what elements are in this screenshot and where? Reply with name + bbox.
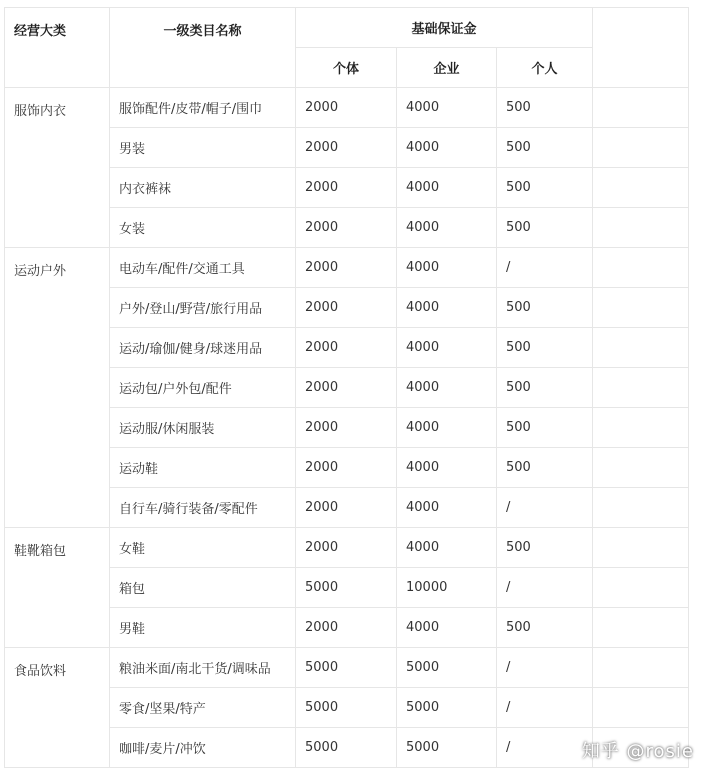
empty-cell — [593, 208, 689, 248]
individual-business-cell: 2000 — [296, 608, 397, 648]
personal-cell: 500 — [497, 88, 593, 128]
personal-cell: / — [497, 648, 593, 688]
header-empty-cell — [593, 8, 689, 88]
empty-cell — [593, 408, 689, 448]
empty-cell — [593, 88, 689, 128]
enterprise-cell: 4000 — [397, 488, 497, 528]
header-deposit: 基础保证金 — [296, 8, 593, 48]
deposit-table — [4, 7, 689, 768]
empty-cell — [593, 328, 689, 368]
enterprise-cell: 5000 — [397, 648, 497, 688]
individual-business-cell: 2000 — [296, 528, 397, 568]
empty-cell — [593, 448, 689, 488]
category-cell: 食品饮料 — [5, 648, 110, 768]
table-row — [5, 528, 689, 568]
empty-cell — [593, 568, 689, 608]
personal-cell: 500 — [497, 528, 593, 568]
subcategory-cell: 零食/坚果/特产 — [110, 688, 296, 728]
enterprise-cell: 4000 — [397, 248, 497, 288]
enterprise-cell: 4000 — [397, 408, 497, 448]
individual-business-cell: 2000 — [296, 88, 397, 128]
personal-cell: 500 — [497, 448, 593, 488]
personal-cell: 500 — [497, 168, 593, 208]
subcategory-cell: 运动服/休闲服装 — [110, 408, 296, 448]
individual-business-cell: 2000 — [296, 328, 397, 368]
individual-business-cell: 5000 — [296, 648, 397, 688]
header-row-1 — [5, 8, 689, 48]
subcategory-cell: 服饰配件/皮带/帽子/围巾 — [110, 88, 296, 128]
individual-business-cell: 2000 — [296, 288, 397, 328]
category-cell: 运动户外 — [5, 248, 110, 528]
enterprise-cell: 4000 — [397, 368, 497, 408]
enterprise-cell: 4000 — [397, 288, 497, 328]
empty-cell — [593, 608, 689, 648]
individual-business-cell: 2000 — [296, 128, 397, 168]
empty-cell — [593, 688, 689, 728]
enterprise-cell: 4000 — [397, 328, 497, 368]
table-row — [5, 648, 689, 688]
subcategory-cell: 自行车/骑行装备/零配件 — [110, 488, 296, 528]
subcategory-cell: 电动车/配件/交通工具 — [110, 248, 296, 288]
category-cell: 服饰内衣 — [5, 88, 110, 248]
personal-cell: 500 — [497, 208, 593, 248]
personal-cell: 500 — [497, 608, 593, 648]
personal-cell: / — [497, 728, 593, 768]
header-category: 经营大类 — [5, 8, 110, 88]
table-body — [5, 88, 689, 768]
personal-cell: / — [497, 248, 593, 288]
individual-business-cell: 2000 — [296, 448, 397, 488]
empty-cell — [593, 168, 689, 208]
empty-cell — [593, 128, 689, 168]
personal-cell: 500 — [497, 128, 593, 168]
empty-cell — [593, 288, 689, 328]
subcategory-cell: 运动鞋 — [110, 448, 296, 488]
empty-cell — [593, 528, 689, 568]
watermark: 知乎 @rosie — [581, 741, 694, 762]
enterprise-cell: 4000 — [397, 448, 497, 488]
enterprise-cell: 4000 — [397, 88, 497, 128]
subcategory-cell: 户外/登山/野营/旅行用品 — [110, 288, 296, 328]
individual-business-cell: 2000 — [296, 368, 397, 408]
enterprise-cell: 4000 — [397, 528, 497, 568]
category-cell: 鞋靴箱包 — [5, 528, 110, 648]
subcategory-cell: 女鞋 — [110, 528, 296, 568]
subcategory-cell: 粮油米面/南北干货/调味品 — [110, 648, 296, 688]
subcategory-cell: 咖啡/麦片/冲饮 — [110, 728, 296, 768]
individual-business-cell: 2000 — [296, 248, 397, 288]
empty-cell — [593, 488, 689, 528]
enterprise-cell: 5000 — [397, 688, 497, 728]
empty-cell — [593, 368, 689, 408]
enterprise-cell: 5000 — [397, 728, 497, 768]
individual-business-cell: 2000 — [296, 408, 397, 448]
individual-business-cell: 2000 — [296, 208, 397, 248]
empty-cell — [593, 248, 689, 288]
table-row — [5, 248, 689, 288]
enterprise-cell: 4000 — [397, 168, 497, 208]
individual-business-cell: 5000 — [296, 568, 397, 608]
individual-business-cell: 2000 — [296, 488, 397, 528]
enterprise-cell: 4000 — [397, 608, 497, 648]
personal-cell: 500 — [497, 408, 593, 448]
personal-cell: 500 — [497, 368, 593, 408]
enterprise-cell: 4000 — [397, 208, 497, 248]
subcategory-cell: 运动包/户外包/配件 — [110, 368, 296, 408]
header-personal: 个人 — [497, 48, 593, 88]
header-individual-business: 个体 — [296, 48, 397, 88]
subcategory-cell: 女装 — [110, 208, 296, 248]
personal-cell: 500 — [497, 288, 593, 328]
subcategory-cell: 内衣裤袜 — [110, 168, 296, 208]
enterprise-cell: 4000 — [397, 128, 497, 168]
individual-business-cell: 5000 — [296, 688, 397, 728]
header-enterprise: 企业 — [397, 48, 497, 88]
subcategory-cell: 男装 — [110, 128, 296, 168]
table-row — [5, 88, 689, 128]
enterprise-cell: 10000 — [397, 568, 497, 608]
personal-cell: / — [497, 688, 593, 728]
personal-cell: / — [497, 568, 593, 608]
personal-cell: 500 — [497, 328, 593, 368]
subcategory-cell: 男鞋 — [110, 608, 296, 648]
personal-cell: / — [497, 488, 593, 528]
empty-cell — [593, 648, 689, 688]
subcategory-cell: 运动/瑜伽/健身/球迷用品 — [110, 328, 296, 368]
individual-business-cell: 2000 — [296, 168, 397, 208]
subcategory-cell: 箱包 — [110, 568, 296, 608]
header-subcategory: 一级类目名称 — [110, 8, 296, 88]
individual-business-cell: 5000 — [296, 728, 397, 768]
